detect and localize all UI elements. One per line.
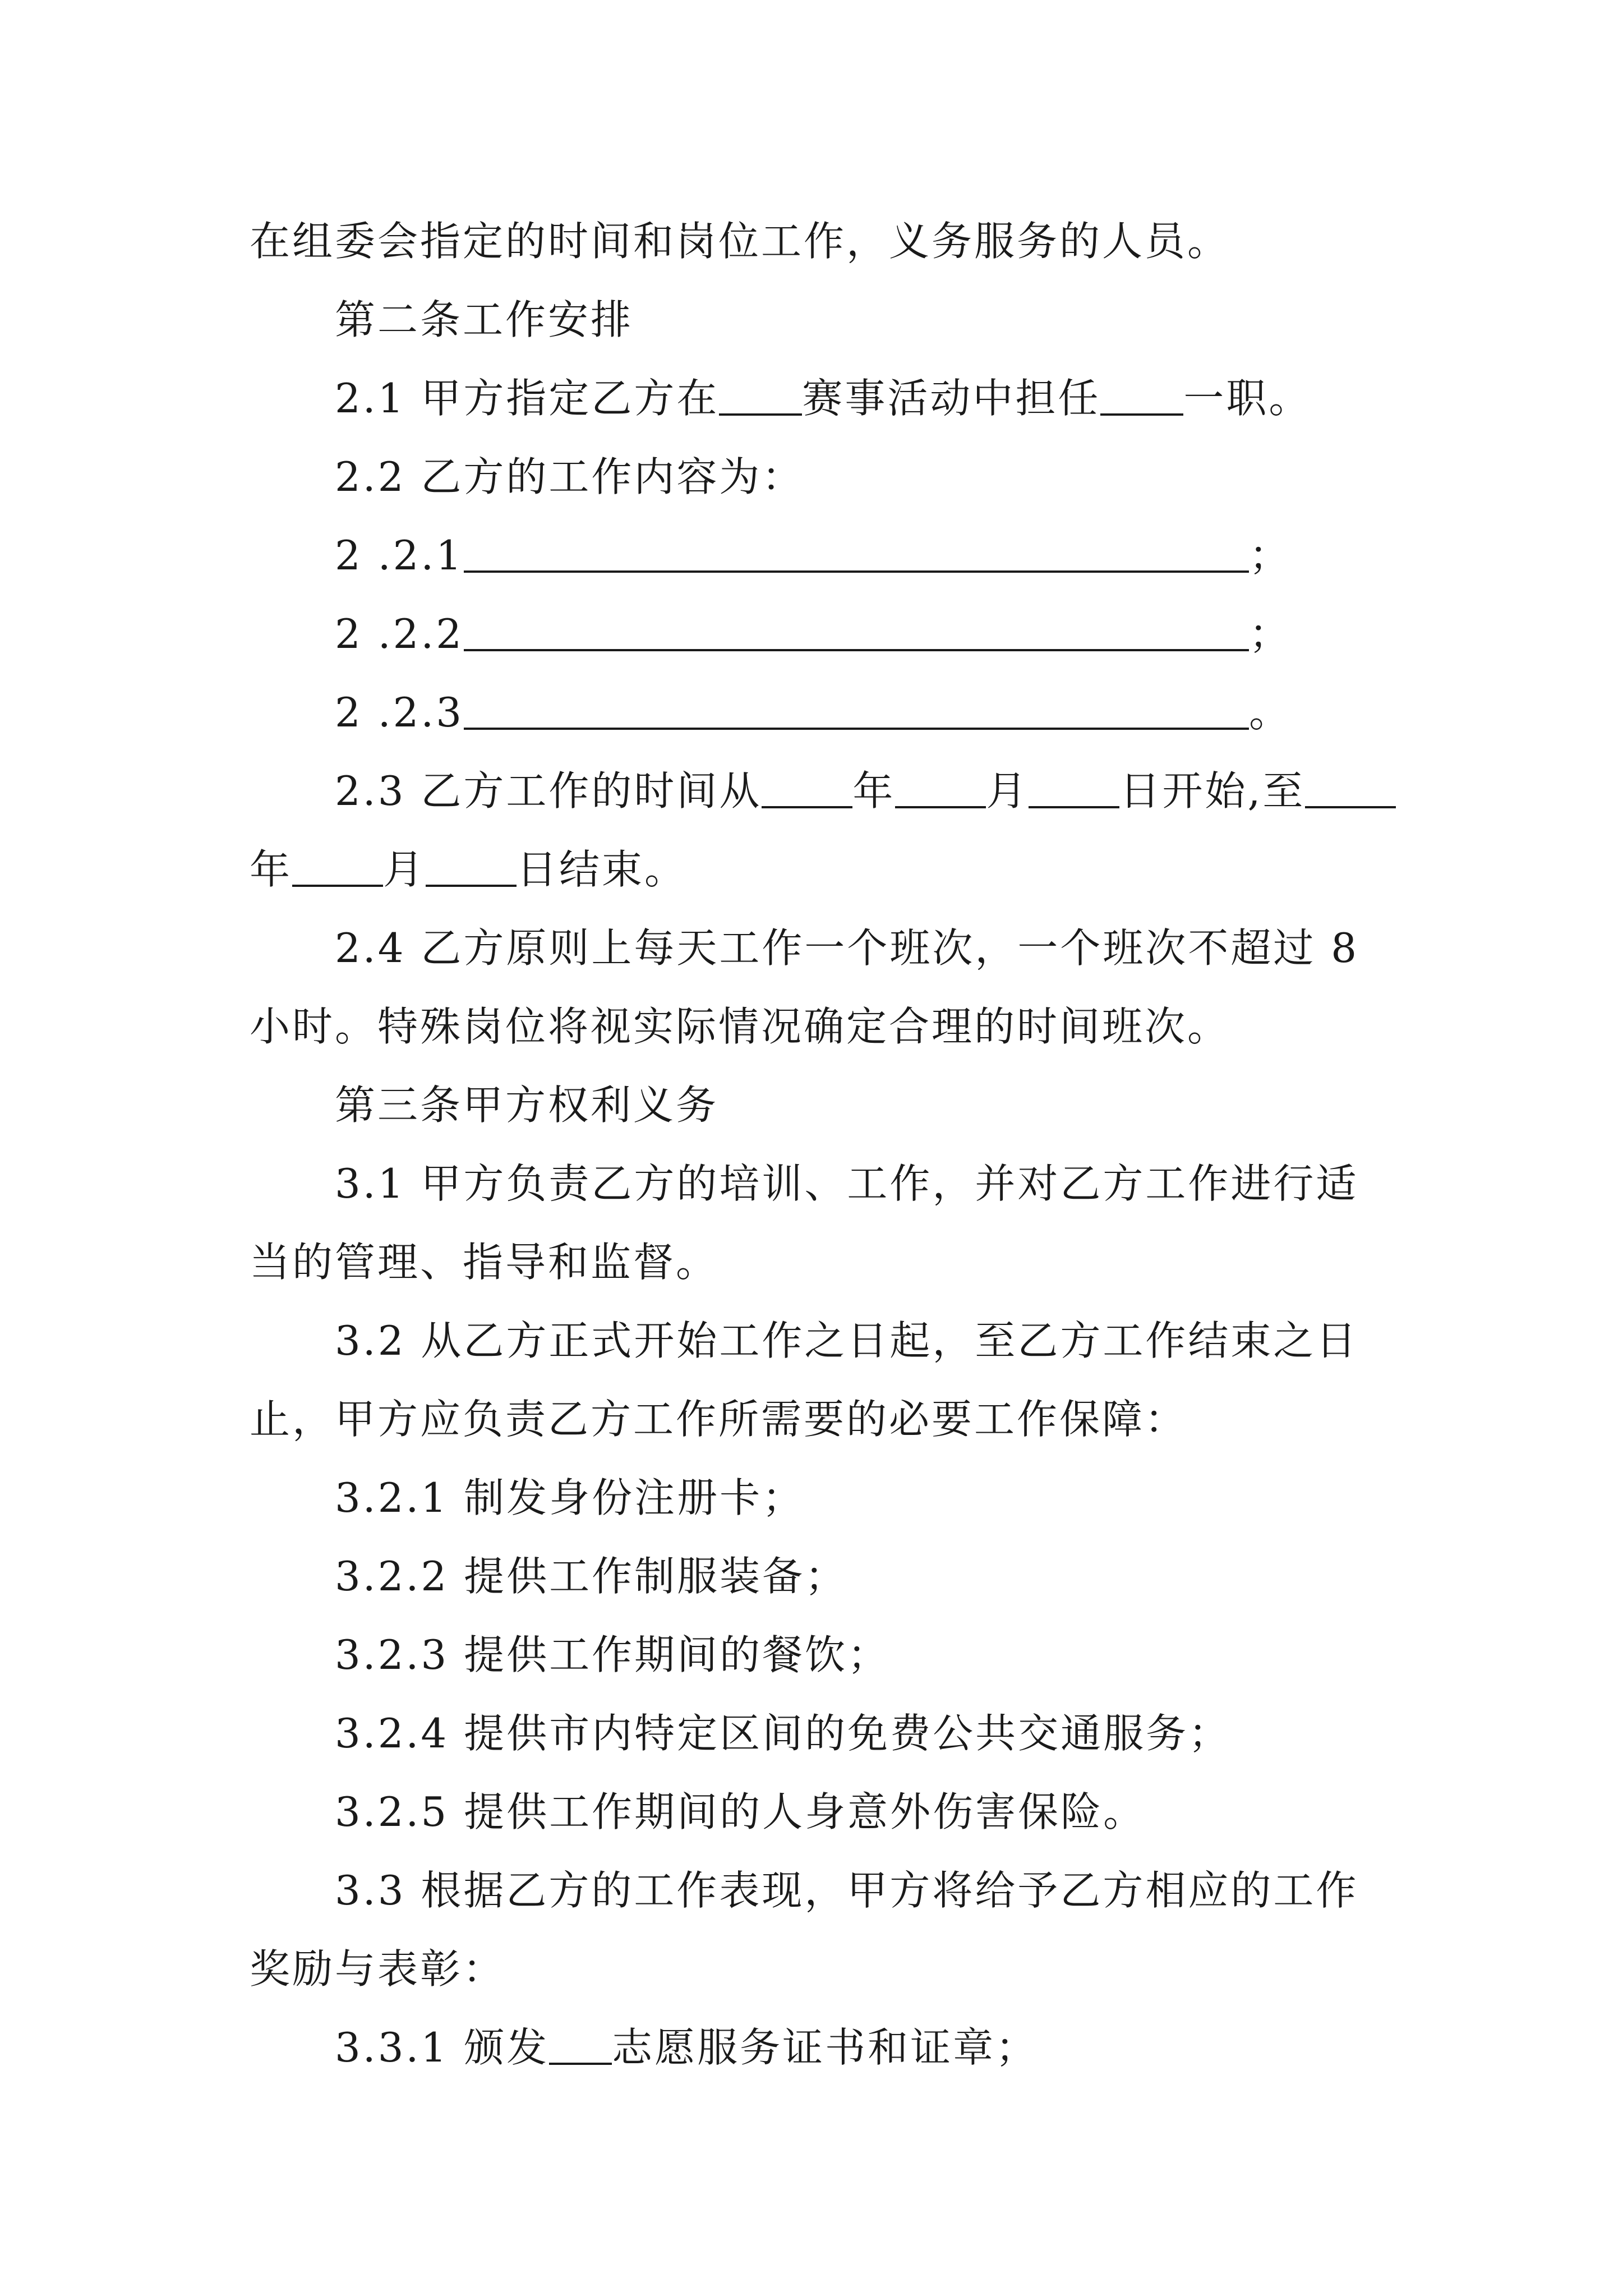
clause-2-2-1 bbox=[0, 516, 1623, 595]
clause-text: 2 .2.1 bbox=[335, 532, 464, 579]
blank-underline bbox=[464, 527, 1249, 573]
clause-3-2-3: 3.2.3 提供工作期间的餐饮； bbox=[335, 1631, 891, 1678]
clause-text: 年 bbox=[250, 846, 293, 893]
clause-3-2-5: 3.2.5 提供工作期间的人身意外伤害保险。 bbox=[335, 1788, 1146, 1835]
clause-text: 2 .2.2 bbox=[335, 610, 464, 657]
clause-text: ； bbox=[1249, 610, 1292, 657]
clause-3-2-2: 3.2.2 提供工作制服装备； bbox=[335, 1553, 848, 1600]
paragraph-line: 在组委会指定的时间和岗位工作，义务服务的人员。 bbox=[250, 218, 1230, 265]
clause-3-2: 3.2 从乙方正式开始工作之日起，至乙方工作结束之日 bbox=[335, 1317, 1359, 1364]
blank-underline bbox=[762, 762, 852, 808]
clause-3-2-4: 3.2.4 提供市内特定区间的免费公共交通服务； bbox=[335, 1710, 1232, 1757]
clause-2-1 bbox=[0, 359, 1623, 438]
clause-text: 2 .2.3 bbox=[335, 689, 464, 736]
clause-2-3-continued bbox=[0, 830, 1623, 909]
clause-text: 赛事活动中担任 bbox=[802, 375, 1101, 422]
clause-text: 日结束。 bbox=[517, 846, 688, 893]
clause-3-3-1 bbox=[0, 2008, 1623, 2087]
clause-text: 2.3 乙方工作的时间从 bbox=[335, 767, 762, 815]
clause-3-2-1: 3.2.1 制发身份注册卡； bbox=[335, 1474, 805, 1521]
clause-2-3 bbox=[0, 752, 1623, 830]
blank-underline bbox=[549, 2019, 612, 2065]
blank-underline bbox=[1305, 762, 1396, 808]
clause-2-2: 2.2 乙方的工作内容为： bbox=[335, 453, 805, 500]
clause-text: 日开始,至 bbox=[1119, 767, 1306, 815]
blank-underline bbox=[426, 841, 517, 887]
clause-text: 3.3.1 颁发 bbox=[335, 2024, 550, 2071]
clause-3-1: 3.1 甲方负责乙方的培训、工作，并对乙方工作进行适 bbox=[335, 1160, 1359, 1207]
clause-text: 年 bbox=[852, 767, 896, 815]
blank-underline bbox=[464, 605, 1249, 651]
blank-underline bbox=[464, 684, 1249, 730]
blank-underline bbox=[719, 370, 802, 416]
clause-text: 月 bbox=[383, 846, 426, 893]
blank-underline bbox=[895, 762, 986, 808]
clause-text: 月 bbox=[986, 767, 1029, 815]
clause-3-1-continued: 当的管理、指导和监督。 bbox=[250, 1239, 719, 1286]
clause-text: 。 bbox=[1249, 689, 1292, 736]
clause-2-2-2 bbox=[0, 595, 1623, 673]
clause-3-3-continued: 奖励与表彰： bbox=[250, 1945, 506, 1993]
clause-3-2-continued: 止，甲方应负责乙方工作所需要的必要工作保障： bbox=[250, 1396, 1188, 1443]
clause-3-3: 3.3 根据乙方的工作表现，甲方将给予乙方相应的工作 bbox=[335, 1867, 1359, 1914]
clause-2-4: 2.4 乙方原则上每天工作一个班次，一个班次不超过 8 bbox=[335, 924, 1359, 972]
clause-text: 志愿服务证书和证章； bbox=[612, 2024, 1039, 2071]
blank-underline bbox=[1100, 370, 1183, 416]
section-heading: 第三条甲方权利义务 bbox=[335, 1082, 719, 1129]
clause-text: 一职。 bbox=[1183, 375, 1312, 422]
clause-2-2-3 bbox=[0, 673, 1623, 752]
clause-text: 2.1 甲方指定乙方在 bbox=[335, 375, 720, 422]
clause-2-4-continued: 小时。特殊岗位将视实际情况确定合理的时间班次。 bbox=[250, 1003, 1230, 1050]
blank-underline bbox=[292, 841, 383, 887]
blank-underline bbox=[1029, 762, 1119, 808]
section-heading: 第二条工作安排 bbox=[335, 296, 634, 343]
clause-text: ； bbox=[1249, 532, 1292, 579]
